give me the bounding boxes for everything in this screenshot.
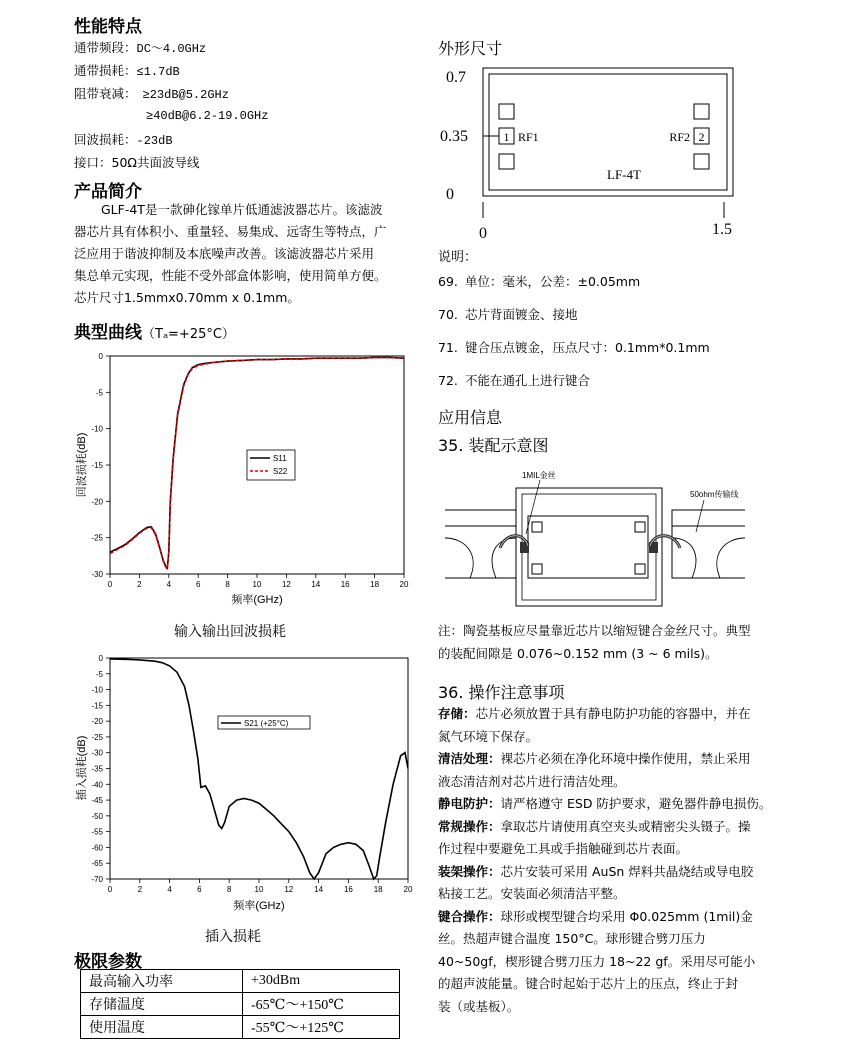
x-tick-label: 8 — [226, 885, 232, 894]
handling-line: 丝。热超声键合温度 150°C。球形键合劈刀压力 — [438, 931, 706, 946]
right-substrate-curve — [672, 526, 745, 578]
table-row — [81, 1016, 400, 1039]
y-tick-label: -25 — [91, 533, 103, 543]
handling-line: 常规操作：拿取芯片请使用真空夹头或精密尖头镊子。操 — [438, 818, 751, 834]
insertion-loss-caption: 插入损耗 — [205, 929, 261, 945]
legend-label-s22: S22 — [273, 467, 288, 476]
list-item: 69. 单位：毫米，公差：±0.05mm — [438, 274, 641, 289]
y-tick-label: 0 — [98, 352, 103, 361]
notes-list — [438, 272, 710, 404]
left-substrate-curve — [445, 526, 516, 578]
handling-line: 清洁处理：裸芯片必须在净化环境中操作使用，禁止采用 — [438, 751, 751, 766]
y-tick-label: -10 — [91, 685, 103, 695]
x-tick-label: 12 — [281, 580, 291, 589]
limit-value: -65℃～+150℃ — [243, 993, 400, 1016]
return-loss-caption: 输入输出回波损耗 — [174, 624, 286, 640]
line-label: 50ohm传输线 — [690, 490, 739, 499]
handling-line: 氮气环境下保存。 — [438, 728, 539, 744]
limit-name: 最高输入功率 — [81, 970, 243, 993]
table-row — [81, 970, 400, 993]
x-tick-label: 20 — [403, 885, 413, 894]
x-tick-label: 10 — [252, 580, 262, 589]
y-tick-label: -45 — [91, 796, 103, 806]
features-list — [74, 38, 268, 176]
pad1-label: RF1 — [518, 130, 539, 144]
limit-value: +30dBm — [243, 970, 400, 993]
feature-item: ≥40dB@6.2-19.0GHz — [146, 109, 269, 123]
intro-title: 产品简介 — [74, 182, 142, 202]
y-tick-label: -15 — [91, 701, 103, 711]
list-item: 70. 芯片背面镀金、接地 — [438, 307, 578, 322]
x-tick-label: 6 — [197, 885, 202, 894]
assembly-note: 注：陶瓷基板应尽量靠近芯片以缩短键合金丝尺寸。典型 的装配间隙是 0.076~0.152 mm (3 ~ 6 mils)。 — [438, 623, 751, 661]
bond-pad — [635, 522, 645, 532]
y-tick-label: -65 — [91, 859, 103, 869]
application-title: 应用信息 — [438, 408, 503, 427]
assembly-title: 35. 装配示意图 — [438, 436, 549, 455]
x-tick-label: 14 — [314, 885, 324, 894]
handling-line: 的超声波能量。键合时起始于芯片上的压点，终止于封 — [438, 976, 739, 991]
dim-x-right: 1.5 — [712, 221, 732, 238]
x-tick-label: 6 — [195, 580, 201, 589]
notes-title: 说明： — [438, 250, 478, 265]
chip-body — [528, 516, 648, 578]
carrier-outline — [516, 488, 662, 606]
limits-title: 极限参数 — [74, 952, 142, 972]
return-loss-chart — [70, 346, 415, 611]
y-tick-label: -40 — [91, 780, 103, 790]
handling-line: 键合操作：球形或楔型键合均采用 Φ0.025mm (1mil)金 — [438, 908, 753, 924]
y-tick-label: 0 — [98, 654, 103, 663]
limit-name: 使用温度 — [81, 1016, 243, 1039]
handling-line: 装（或基板）。 — [438, 998, 520, 1014]
bond-pad — [694, 154, 709, 169]
x-tick-label: 12 — [284, 885, 294, 894]
x-tick-label: 0 — [107, 885, 113, 894]
x-tick-label: 8 — [225, 580, 230, 589]
pad2-label: RF2 — [669, 130, 690, 144]
y-tick-label: -5 — [95, 669, 103, 679]
right-substrate — [672, 510, 745, 578]
dim-y-bottom: 0 — [446, 186, 454, 203]
list-item: 71. 键合压点镀金，压点尺寸：0.1mm*0.1mm — [438, 340, 710, 355]
outline-drawing — [436, 62, 746, 242]
handling-line: 存储：芯片必须放置于具有静电防护功能的容器中，并在 — [438, 706, 751, 721]
handling-title: 36. 操作注意事项 — [438, 683, 565, 702]
dim-x-left: 0 — [479, 225, 487, 242]
bond-pad — [499, 104, 514, 119]
y-tick-label: -15 — [91, 461, 103, 470]
x-tick-label: 2 — [137, 885, 143, 894]
legend-label-s11: S11 — [273, 454, 287, 463]
x-tick-label: 14 — [311, 580, 321, 589]
handling-line: 液态清洁剂对芯片进行清洁处理。 — [438, 773, 626, 789]
features-title: 性能特点 — [74, 17, 142, 37]
left-substrate — [445, 510, 516, 578]
x-tick-label: 4 — [166, 580, 172, 589]
x-axis-label: 频率(GHz) — [233, 900, 285, 912]
handling-line: 40~50gf，楔形键合劈刀压力 18~22 gf。采用尽可能小 — [438, 953, 756, 969]
y-tick-label: -30 — [91, 570, 103, 579]
chip-name: LF-4T — [607, 167, 641, 182]
feature-item: 通带频段：DC～4.0GHz — [74, 40, 207, 56]
plot-frame — [110, 658, 408, 879]
x-tick-label: 0 — [107, 580, 113, 589]
y-tick-label: -5 — [95, 388, 103, 398]
y-tick-label: -10 — [91, 424, 103, 434]
feature-item: 回波损耗：-23dB — [74, 132, 173, 148]
y-tick-label: -55 — [91, 827, 103, 837]
legend-box — [247, 450, 295, 480]
bond-pad — [499, 154, 514, 169]
dim-y-mid: 0.35 — [440, 128, 468, 145]
x-axis-label: 频率(GHz) — [231, 594, 283, 606]
y-tick-label: -20 — [91, 497, 103, 507]
x-tick-label: 2 — [137, 580, 142, 589]
handling-list — [438, 703, 783, 1018]
x-tick-label: 10 — [254, 885, 264, 894]
limit-name: 存储温度 — [81, 993, 243, 1016]
limit-value: -55℃～+125℃ — [243, 1016, 400, 1039]
y-tick-label: -30 — [91, 748, 103, 758]
curves-heading: 典型曲线（Tₐ=+25°C） — [74, 323, 235, 343]
handling-line: 装架操作：芯片安装可采用 AuSn 焊料共晶烧结或导电胶 — [438, 863, 754, 879]
x-tick-label: 18 — [370, 580, 380, 589]
x-tick-label: 20 — [399, 580, 409, 589]
x-tick-label: 18 — [373, 885, 383, 894]
pad2-number: 2 — [698, 130, 705, 144]
bond-pad — [532, 522, 542, 532]
list-item: 72. 不能在通孔上进行键合 — [438, 373, 591, 388]
outline-title: 外形尺寸 — [438, 39, 503, 58]
assembly-diagram — [440, 466, 760, 616]
handling-line: 静电防护：请严格遵守 ESD 防护要求，避免器件静电损伤。 — [438, 796, 772, 811]
x-tick-label: 16 — [343, 885, 353, 894]
legend — [247, 450, 295, 480]
x-tick-label: 16 — [340, 580, 350, 589]
table-row — [81, 993, 400, 1016]
feature-item: 通带损耗：≤1.7dB — [74, 63, 180, 79]
y-tick-label: -70 — [91, 875, 103, 884]
feature-item: 阻带衰减： ≥23dB@5.2GHz — [74, 86, 229, 102]
carrier-inner — [522, 494, 656, 600]
bond-pad — [694, 104, 709, 119]
y-axis-label: 回波损耗(dB) — [76, 432, 88, 498]
handling-line: 粘接工艺。安装面必须清洁平整。 — [438, 886, 626, 901]
y-tick-label: -60 — [91, 843, 103, 853]
limits-table — [80, 969, 400, 1039]
feature-item: 接口：50Ω共面波导线 — [74, 155, 200, 170]
legend — [218, 716, 310, 729]
handling-line: 作过程中要避免工具或手指触碰到芯片表面。 — [438, 841, 689, 856]
y-tick-label: -50 — [91, 811, 103, 821]
y-axis-label: 插入损耗(dB) — [76, 735, 88, 801]
bond-pad — [635, 564, 645, 574]
y-tick-label: -25 — [91, 732, 103, 742]
y-tick-label: -35 — [91, 764, 103, 774]
intro-paragraph: GLF-4T是一款砷化镓单片低通滤波器芯片。该滤波 器芯片具有体积小、重量轻、易集成、远寄生等特点，广 泛应用于谐波抑制及本底噪声改善。该滤波器芯片采用 集总单元实现，性能不受外部盒体影响，使用简单方便。 芯片尺寸1.5mmx0.70mm x 0.1mm。 — [74, 202, 387, 305]
pointer-line — [696, 500, 704, 532]
insertion-loss-chart — [70, 648, 415, 916]
bond-pad — [532, 564, 542, 574]
y-tick-label: -20 — [91, 717, 103, 727]
pad1-number: 1 — [503, 130, 510, 144]
x-tick-label: 4 — [167, 885, 172, 894]
legend-label-s21: S21 (+25°C) — [244, 719, 289, 728]
dim-y-top: 0.7 — [446, 69, 466, 86]
wire-label: 1MIL金丝 — [522, 471, 556, 480]
